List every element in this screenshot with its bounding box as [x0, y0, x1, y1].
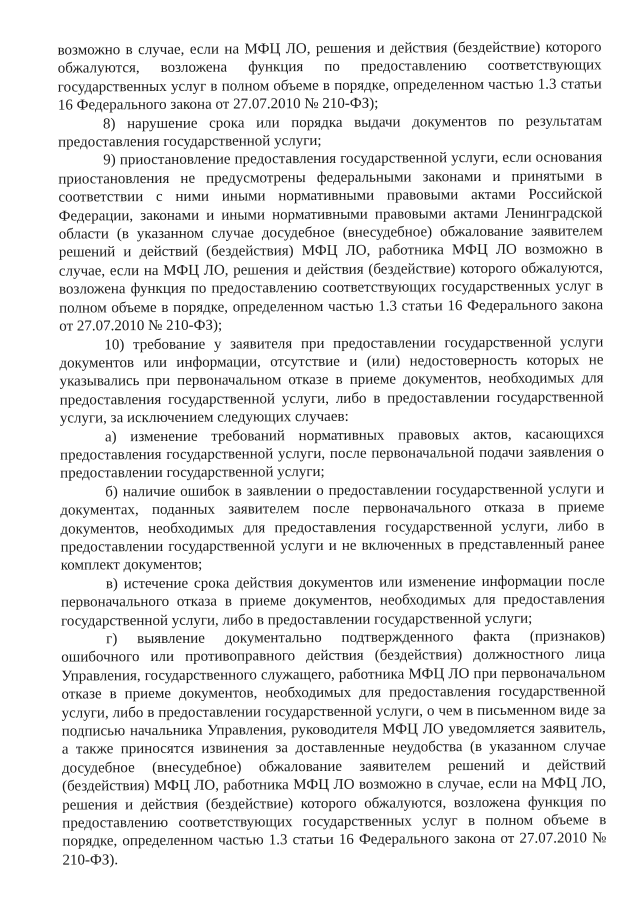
- paragraph-item-10-v: в) истечение срока действия документов или изменение информации после первоначального отказа в приеме документов, необходимых для предоставления государственной услуги, либо в предоставлении государственной услуги;: [60, 573, 605, 630]
- paragraph-item-10-b: б) наличие ошибок в заявлении о предоставлении государственной услуги и документах, поданных заявителем после первоначального отказа в приеме документов, необходимых для предоставления государственной услуги, либо в предоставлении государственной услуги и не включенных в представленный ранее комплект документов;: [60, 481, 605, 574]
- paragraph-item-10-a: а) изменение требований нормативных правовых актов, касающихся предоставления государственной услуги, после первоначальной подачи заявления о предоставлении государственной услуги;: [59, 425, 605, 482]
- paragraph-continuation: возможно в случае, если на МФЦ ЛО, решения и действия (бездействие) которого обжалуются, возложена функция по предоставлению соответствующих государственных услуг в полном объеме в порядке, определенном частью 1.3 статьи 16 Федерального закона от 27.07.2010 № 210-ФЗ);: [57, 39, 602, 114]
- paragraph-item-10: 10) требование у заявителя при предоставлении государственной услуги документов или информации, отсутствие и (или) недостоверность которых не указывались при первоначальном отказе в приеме документов, необходимых для предоставления государственной услуги, либо в предоставлении государственной услуги, за исключением следующих случаев:: [59, 333, 604, 427]
- paragraph-item-8: 8) нарушение срока или порядка выдачи документов по результатам предоставления государственной услуги;: [58, 112, 603, 151]
- paragraph-item-9: 9) приостановление предоставления государственной услуги, если основания приостановления не предусмотрены федеральными законами и принятыми в соответствии с ними иными нормативными правовыми актами Российской Федерации, законами и иными нормативными правовыми актами Ленинградской области (в указанном случае досудебное (внесудебное) обжалование заявителем решений и действий (бездействия) МФЦ ЛО, работника МФЦ ЛО возможно в случае, если на МФЦ ЛО, решения и действия (бездействие) которого обжалуются, возложена функция по предоставлению соответствующих государственных услуг в полном объеме в порядке, определенном частью 1.3 статьи 16 Федерального закона от 27.07.2010 № 210-ФЗ);: [58, 149, 604, 335]
- paragraph-item-10-g: г) выявление документально подтвержденного факта (признаков) ошибочного или противоправного действия (бездействия) должностного лица Управления, государственного служащего, работника МФЦ ЛО при первоначальном отказе в приеме документов, необходимых для предоставления государственной услуги, либо в предоставлении государственной услуги, о чем в письменном виде за подписью начальника Управления, руководителя МФЦ ЛО уведомляется заявитель, а также приносятся извинения за доставленные неудобства (в указанном случае досудебное (внесудебное) обжалование заявителем решений и действий (бездействия) МФЦ ЛО, работника МФЦ ЛО возможно в случае, если на МФЦ ЛО, решения и действия (бездействие) которого обжалуются, возложена функция по предоставлению соответствующих государственных услуг в полном объеме в порядке, определенном частью 1.3 статьи 16 Федерального закона от 27.07.2010 № 210-ФЗ).: [61, 628, 607, 869]
